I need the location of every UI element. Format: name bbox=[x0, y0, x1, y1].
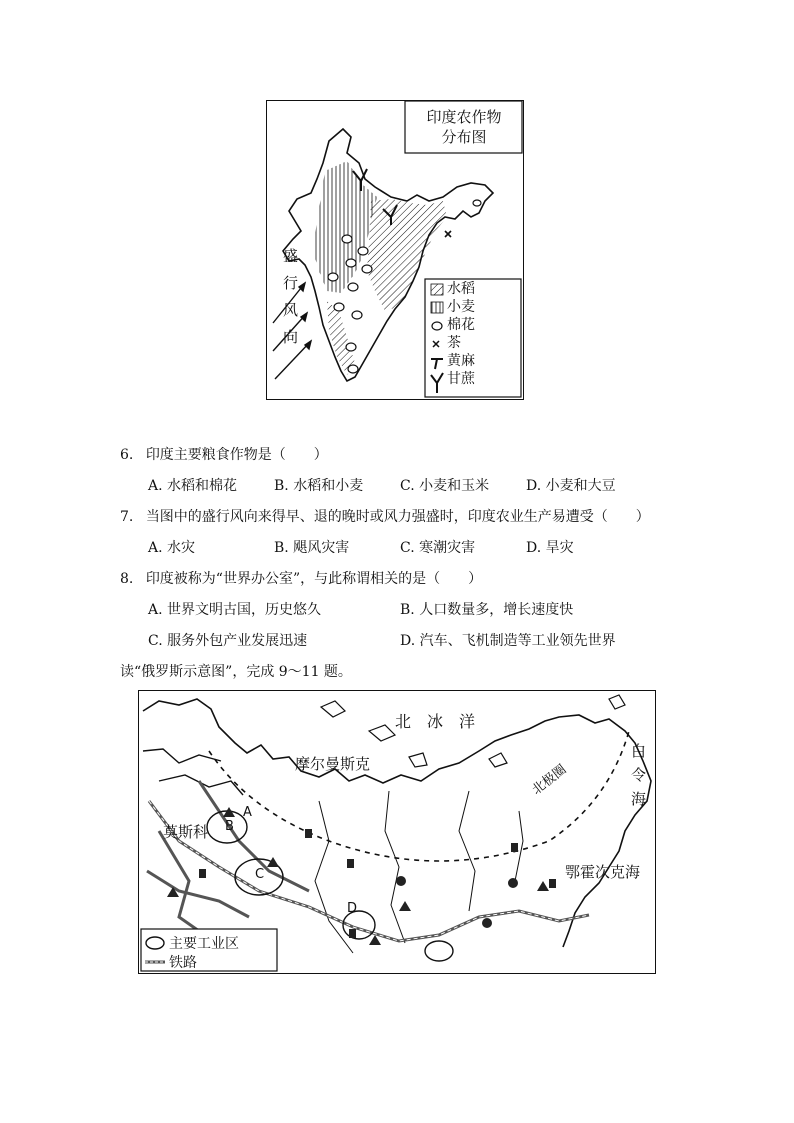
option[interactable]: C. 小麦和玉米 bbox=[400, 478, 490, 494]
option[interactable]: B. 人口数量多，增长速度快 bbox=[400, 602, 574, 618]
option[interactable]: A. 世界文明古国，历史悠久 bbox=[148, 602, 322, 618]
legend-labels bbox=[447, 280, 475, 388]
russia-map bbox=[138, 690, 656, 974]
russia-map-drawing bbox=[139, 691, 655, 973]
legend-label: 小麦 bbox=[447, 299, 475, 315]
question-number: 6. bbox=[120, 447, 134, 463]
question-6 bbox=[120, 444, 328, 464]
wind-char: 风 bbox=[283, 301, 299, 319]
option[interactable]: A. 水灾 bbox=[148, 540, 196, 556]
wind-char: 盛 bbox=[283, 247, 299, 265]
bering-sea-label bbox=[631, 739, 646, 811]
legend-label: 水稻 bbox=[447, 281, 475, 297]
point-c-label: C bbox=[255, 867, 265, 882]
legend-label: 茶 bbox=[447, 335, 461, 351]
cotton-icon bbox=[432, 322, 442, 330]
question-text: 印度被称为“世界办公室”，与此称谓相关的是（ ） bbox=[145, 571, 483, 587]
option[interactable]: D. 旱灾 bbox=[526, 540, 574, 556]
moscow-label: 莫斯科 bbox=[163, 823, 209, 841]
okhotsk-sea-label: 鄂霍次克海 bbox=[565, 863, 641, 881]
bering-char: 白 bbox=[631, 742, 647, 760]
bering-char: 海 bbox=[631, 790, 647, 808]
arctic-circle-label: 北极圈 bbox=[529, 762, 570, 798]
vertical-hatch-icon bbox=[431, 302, 443, 313]
question-text: 印度主要粮食作物是（ ） bbox=[145, 447, 328, 463]
option[interactable]: B. 飓风灾害 bbox=[274, 540, 350, 556]
question-7 bbox=[120, 506, 650, 526]
diagonal-hatch-icon bbox=[431, 284, 443, 295]
legend-label: 甘蔗 bbox=[447, 371, 475, 387]
bering-char: 令 bbox=[631, 766, 647, 784]
point-d-label: D bbox=[347, 901, 358, 916]
point-b-label: B bbox=[225, 819, 234, 834]
map1-title-line2: 分布图 bbox=[441, 128, 487, 146]
instruction-text: 读“俄罗斯示意图”，完成 9～11 题。 bbox=[120, 664, 352, 680]
murmansk-label: 摩尔曼斯克 bbox=[295, 755, 371, 773]
arctic-circle bbox=[209, 731, 629, 861]
question-number: 8. bbox=[120, 571, 134, 587]
wind-label bbox=[283, 243, 298, 351]
option[interactable]: C. 寒潮灾害 bbox=[400, 540, 476, 556]
question-8 bbox=[120, 568, 482, 588]
option[interactable]: D. 汽车、飞机制造等工业领先世界 bbox=[400, 633, 616, 649]
option[interactable]: C. 服务外包产业发展迅速 bbox=[148, 633, 308, 649]
wind-char: 行 bbox=[283, 274, 299, 292]
option[interactable]: A. 水稻和棉花 bbox=[148, 478, 238, 494]
legend-railway-label: 铁路 bbox=[169, 955, 197, 971]
railway-lines bbox=[147, 781, 589, 941]
region-borders bbox=[315, 791, 523, 953]
legend-industry-label: 主要工业区 bbox=[169, 936, 239, 952]
map1-title bbox=[407, 107, 521, 147]
wind-char: 向 bbox=[283, 328, 299, 346]
point-a-label: A bbox=[243, 805, 252, 820]
russia-coastline bbox=[143, 699, 651, 947]
question-number: 7. bbox=[120, 509, 134, 525]
option[interactable]: B. 水稻和小麦 bbox=[274, 478, 364, 494]
india-crop-map bbox=[266, 100, 524, 400]
legend-label: 棉花 bbox=[447, 317, 475, 333]
legend-label: 黄麻 bbox=[447, 353, 475, 369]
map1-title-line1: 印度农作物 bbox=[426, 108, 502, 126]
question-text: 当图中的盛行风向来得早、退的晚时或风力强盛时，印度农业生产易遭受（ ） bbox=[145, 509, 650, 525]
arctic-ocean-label: 北 冰 洋 bbox=[395, 712, 476, 731]
option[interactable]: D. 小麦和大豆 bbox=[526, 478, 616, 494]
